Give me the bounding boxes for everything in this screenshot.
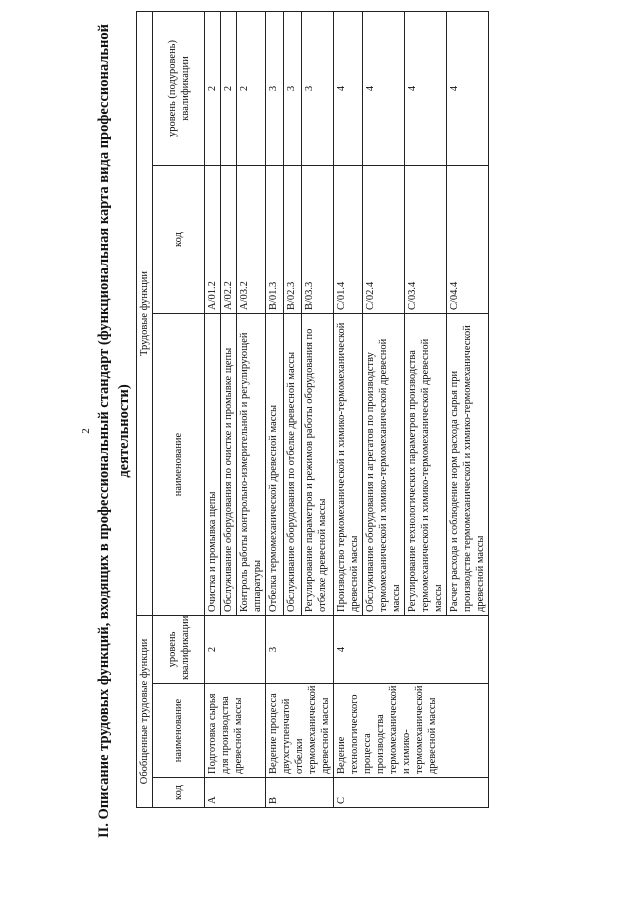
function-level: 4 <box>447 11 489 165</box>
function-level: 2 <box>221 11 237 165</box>
function-level: 2 <box>237 11 266 165</box>
function-level: 3 <box>283 11 301 165</box>
function-name: Отбелка термомеханической древесной массы <box>266 314 284 616</box>
group-code: B <box>266 778 334 808</box>
function-code: C/03.4 <box>405 166 447 314</box>
function-name: Расчет расхода и соблюдение норм расхода сырья при производстве термомеханической и химико-термомеханической древесной массы <box>447 314 489 616</box>
function-code: C/01.4 <box>334 166 363 314</box>
function-code: A/01.2 <box>205 166 221 314</box>
code-header: код <box>153 778 205 808</box>
function-name: Обслуживание оборудования по отбелке древесной массы <box>283 314 301 616</box>
qualification-level-header: уровень квалификации <box>153 616 205 684</box>
generalized-functions-header: Обобщенные трудовые функции <box>137 616 153 808</box>
labor-functions-header: Трудовые функции <box>137 11 153 615</box>
function-code: C/04.4 <box>447 166 489 314</box>
function-level: 4 <box>334 11 363 165</box>
function-code: A/03.2 <box>237 166 266 314</box>
group-code: A <box>205 778 266 808</box>
function-name: Обслуживание оборудования по очистке и промывке щепы <box>221 314 237 616</box>
function-code: A/02.2 <box>221 166 237 314</box>
function-name: Регулирование технологических параметров производства термомеханической и химико-термомеханической древесной массы <box>405 314 447 616</box>
table-row <box>334 11 363 807</box>
function-name: Регулирование параметров и режимов работы оборудования по отбелке древесной массы <box>301 314 333 616</box>
group-code: C <box>334 778 489 808</box>
function-name: Производство термомеханической и химико-термомеханической древесной массы <box>334 314 363 616</box>
section-title: II. Описание трудовых функций, входящих в профессиональный стандарт (функциональная карта вида профессиональной деятельности) <box>96 24 132 838</box>
group-level: 4 <box>334 616 489 684</box>
function-name: Обслуживание оборудования и агрегатов по производству термомеханической и химико-термомеханической древесной массы <box>363 314 405 616</box>
function-name: Контроль работы контрольно-измерительной и регулирующей аппаратуры <box>237 314 266 616</box>
function-level: 4 <box>405 11 447 165</box>
rotated-content <box>80 10 552 852</box>
function-level: 3 <box>266 11 284 165</box>
function-code: B/02.3 <box>283 166 301 314</box>
group-level: 3 <box>266 616 334 684</box>
table-row <box>205 11 221 807</box>
page-number: 2 <box>80 428 92 434</box>
qualification-sublevel-header: уровень (подуровень) квалификации <box>153 11 205 165</box>
function-level: 4 <box>363 11 405 165</box>
function-code: B/03.3 <box>301 166 333 314</box>
function-code-header: код <box>153 166 205 314</box>
function-level: 2 <box>205 11 221 165</box>
function-code: C/02.4 <box>363 166 405 314</box>
group-level: 2 <box>205 616 266 684</box>
function-level: 3 <box>301 11 333 165</box>
function-name: Очистка и промывка щепы <box>205 314 221 616</box>
group-name: Ведение технологического процесса производства термомеханической и химико-термомеханической древесной массы <box>334 684 489 778</box>
group-name: Подготовка сырья для производства древесной массы <box>205 684 266 778</box>
group-name: Ведение процесса двухступенчатой отбелки термомеханической древесной массы <box>266 684 334 778</box>
functional-map-table <box>136 11 489 808</box>
table-row <box>266 11 284 807</box>
function-code: B/01.3 <box>266 166 284 314</box>
function-name-header: наименование <box>153 314 205 616</box>
name-header: наименование <box>153 684 205 778</box>
